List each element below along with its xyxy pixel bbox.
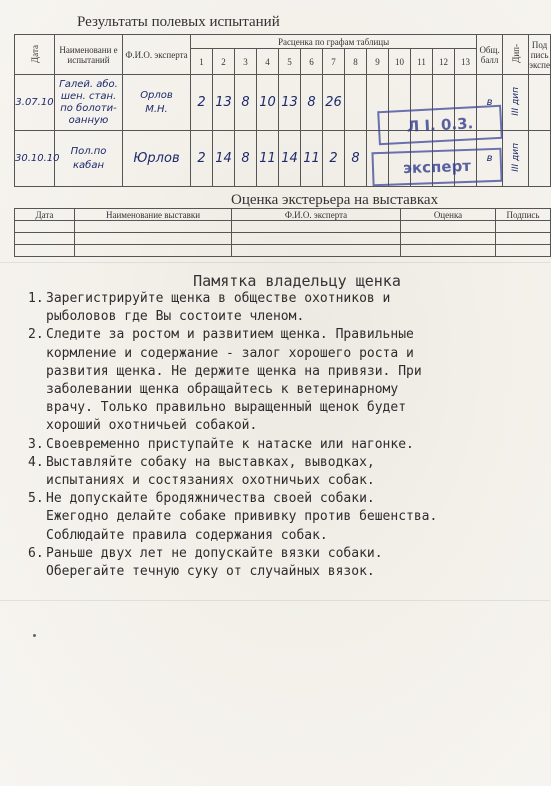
- memo-item: 1. Зарегистрируйте щенка в обществе охотников и рыболовов где Вы состоите членом.: [28, 291, 391, 325]
- header-col-1: 1: [191, 49, 213, 75]
- header-col-10: 10: [389, 49, 411, 75]
- memo-item: 6. Раньше двух лет не допускайте вязки собаки. Оберегайте течную суку от случайных вязок.: [28, 545, 383, 580]
- score-cell: 8: [345, 131, 367, 187]
- row-total: в: [477, 75, 503, 131]
- score-cell: 26: [323, 75, 345, 131]
- score-cell: 14: [279, 131, 301, 187]
- ink-stamp: эксперт: [371, 148, 502, 187]
- row-date: 3.07.10: [15, 75, 55, 131]
- row-test-name: Пол.по кабан: [55, 131, 123, 187]
- field-tests-title: Результаты полевых испытаний: [77, 14, 280, 30]
- memo-item: 2. Следите за ростом и развитием щенка. Правильные кормление и содержание - залог хорошего роста и развития щенка. Не держите щенка на привязи. При заболевании щенка обращайтесь к ветеринарному врачу. Только правильно выращенный щенок будет хороший охотничьей собакой.: [28, 327, 422, 434]
- header-col-6: 6: [301, 49, 323, 75]
- header-test-name: Наименовани е испытаний: [55, 35, 123, 75]
- page-fold: [0, 262, 550, 263]
- row-signature: [529, 75, 551, 131]
- header-grading: Расценка по графам таблицы: [191, 35, 477, 49]
- header-col-5: 5: [279, 49, 301, 75]
- memo-list: [28, 290, 528, 581]
- exterior-header-show: Наименование выставки: [75, 209, 232, 221]
- header-col-13: 13: [455, 49, 477, 75]
- exterior-table: [14, 208, 551, 257]
- header-signature: Под пись экспе: [529, 35, 551, 75]
- header-col-8: 8: [345, 49, 367, 75]
- score-cell: [345, 75, 367, 131]
- row-signature: [529, 131, 551, 187]
- score-cell: 8: [301, 75, 323, 131]
- row-test-name: Галей. або. шен. стан. по болоти- оанную: [55, 75, 123, 131]
- table-row: [15, 245, 551, 257]
- exterior-header-date: Дата: [15, 209, 75, 221]
- score-cell: 8: [235, 75, 257, 131]
- row-diploma: III дип: [503, 131, 529, 187]
- header-col-2: 2: [213, 49, 235, 75]
- score-cell: 2: [191, 75, 213, 131]
- score-cell: 8: [235, 131, 257, 187]
- score-cell: 14: [213, 131, 235, 187]
- header-col-7: 7: [323, 49, 345, 75]
- header-expert: Ф.И.О. эксперта: [123, 35, 191, 75]
- row-expert: Юрлов: [123, 131, 191, 187]
- memo-item: 3. Своевременно приступайте к натаске или нагонке.: [28, 436, 414, 452]
- row-expert: Орлов М.Н.: [123, 75, 191, 131]
- header-col-11: 11: [411, 49, 433, 75]
- table-row: [15, 233, 551, 245]
- score-cell: 10: [257, 75, 279, 131]
- row-date: 30.10.10: [15, 131, 55, 187]
- exterior-title: Оценка экстерьера на выставках: [231, 192, 439, 208]
- score-cell: 11: [257, 131, 279, 187]
- header-col-4: 4: [257, 49, 279, 75]
- header-diploma: Дип-: [503, 35, 529, 75]
- score-cell: 13: [213, 75, 235, 131]
- exterior-header-signature: Подпись: [496, 209, 551, 221]
- row-diploma: III дип: [503, 75, 529, 131]
- score-cell: 2: [191, 131, 213, 187]
- memo-item: 5. Не допускайте бродяжничества своей собаки. Ежегодно делайте собаке прививку против бешенства. Соблюдайте правила содержания собак.: [28, 491, 438, 543]
- memo-title: Памятка владельцу щенка: [193, 272, 401, 290]
- exterior-header-grade: Оценка: [401, 209, 496, 221]
- ink-dot: [33, 634, 36, 637]
- header-date: Дата: [15, 35, 55, 75]
- header-col-9: 9: [367, 49, 389, 75]
- table-row: [15, 221, 551, 233]
- score-cell: 2: [323, 131, 345, 187]
- score-cell: 13: [279, 75, 301, 131]
- ink-stamp: Л I. 0.3.: [377, 105, 503, 145]
- score-cell: 11: [301, 131, 323, 187]
- page-fold: [0, 600, 550, 601]
- row-total: в: [477, 131, 503, 187]
- header-col-3: 3: [235, 49, 257, 75]
- header-total: Общ. балл: [477, 35, 503, 75]
- exterior-header-expert: Ф.И.О. эксперта: [232, 209, 401, 221]
- header-col-12: 12: [433, 49, 455, 75]
- memo-item: 4. Выставляйте собаку на выставках, выводках, испытаниях и состязаниях охотничьих собак.: [28, 454, 375, 489]
